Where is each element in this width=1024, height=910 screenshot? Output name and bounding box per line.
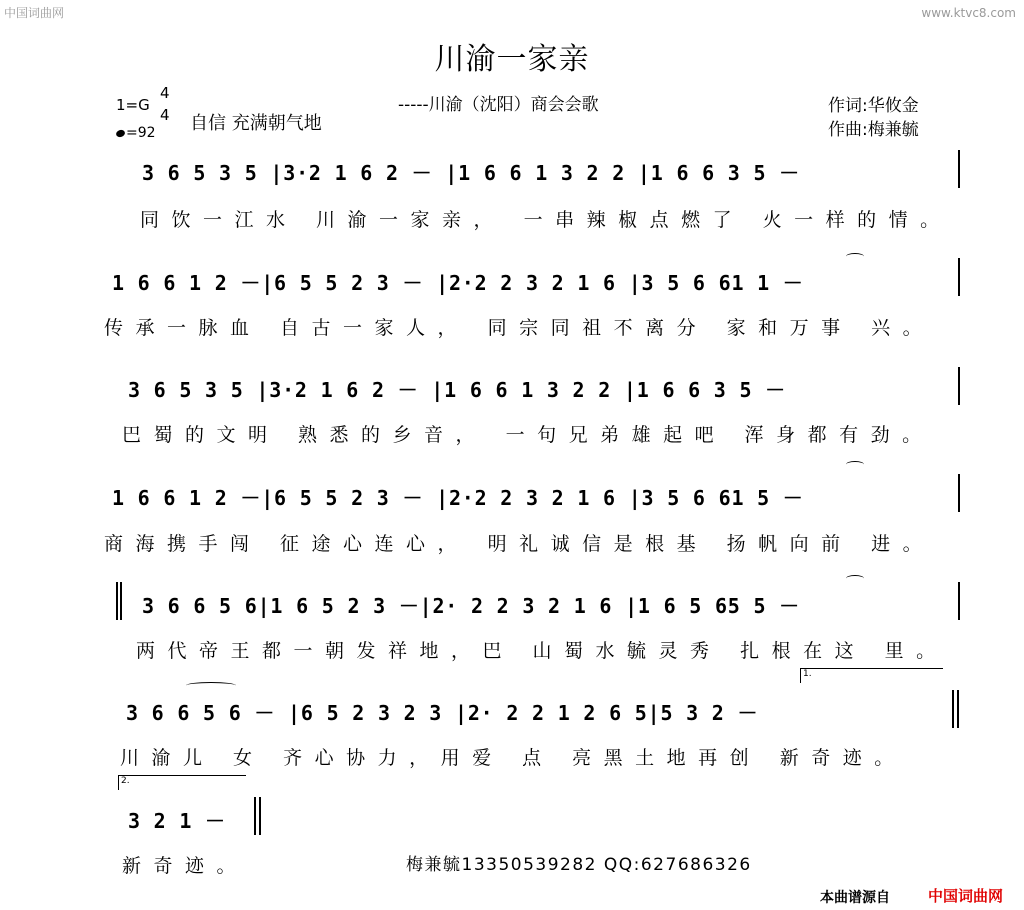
time-signature [160,82,170,126]
volta-first-ending: 1. [800,668,943,683]
site-watermark-right: www.ktvc8.com [921,6,1016,20]
notation-row-5: 3 6 6 5 6|1 6 5 2 3 －|2· 2 2 3 2 1 6 |1 6 5 65 5 － [142,594,800,618]
lyric-row-6: 川渝儿 女 齐心协力，用爱 点 亮黑土地再创 新奇迹。 [120,747,906,769]
lyric-row-1: 同饮一江水 川渝一家亲， 一串辣椒点燃了 火一样的情。 [140,209,952,231]
final-barline-thin [254,797,256,835]
barline [958,367,960,405]
lyric-row-4: 商海携手闯 征途心连心， 明礼诚信是根基 扬帆向前 进。 [104,533,935,555]
song-title: 川渝一家亲 [434,42,590,77]
slur-mark [186,682,236,689]
barline [958,150,960,188]
lyricist-credit: 作词:华攸金 [828,96,919,116]
site-brand-logo: 中国词曲网 [928,887,1004,905]
notation-row-2: 1 6 6 1 2 －|6 5 5 2 3 － |2·2 2 3 2 1 6 |3 5 6 61 1 － [112,271,804,295]
lyric-row-7: 新奇迹。 [122,855,249,877]
composer-credit: 作曲:梅兼毓 [828,120,919,140]
slur-mark [846,461,864,468]
volta-second-ending: 2. [118,775,246,790]
barline [958,474,960,512]
source-label: 本曲谱源自 [820,890,890,906]
barline [958,258,960,296]
slur-mark [846,253,864,260]
lyric-row-3: 巴蜀的文明 熟悉的乡音， 一句兄弟雄起吧 浑身都有劲。 [122,424,934,446]
notation-row-6: 3 6 6 5 6 － |6 5 2 3 2 3 |2· 2 2 1 2 6 5|5 3 2 － [126,701,759,725]
quarter-note-icon [115,129,126,139]
expression-mark: 自信 充满朝气地 [190,113,322,134]
notation-row-3: 3 6 5 3 5 |3·2 1 6 2 － |1 6 6 1 3 2 2 |1 6 6 3 5 － [128,378,786,402]
time-signature-bottom: 4 [160,106,170,124]
notation-row-4: 1 6 6 1 2 －|6 5 5 2 3 － |2·2 2 3 2 1 6 |3 5 6 61 5 － [112,486,804,510]
repeat-barline-start [116,582,118,620]
notation-row-7: 3 2 1 － [128,809,226,833]
time-signature-top: 4 [160,84,170,102]
composer-contact: 梅兼毓13350539282 QQ:627686326 [406,855,752,875]
final-barline [259,797,261,835]
key-signature: 1=G [116,96,150,114]
slur-mark [846,575,864,582]
notation-row-1: 3 6 5 3 5 |3·2 1 6 2 － |1 6 6 1 3 2 2 |1 6 6 3 5 － [142,161,800,185]
credits [828,94,919,142]
site-watermark-left: 中国词曲网 [4,6,65,20]
lyric-row-2: 传承一脉血 自古一家人， 同宗同祖不离分 家和万事 兴。 [104,317,935,339]
repeat-barline-start-thick [120,582,122,620]
barline [958,582,960,620]
tempo-value: =92 [126,125,156,141]
song-subtitle: -----川渝（沈阳）商会会歌 [398,95,599,115]
tempo-mark [116,125,156,141]
repeat-barline-end [957,690,959,728]
lyric-row-5: 两代帝王都一朝发祥地，巴 山蜀水毓灵秀 扎根在这 里。 [136,640,948,662]
repeat-barline-end-thin [952,690,954,728]
